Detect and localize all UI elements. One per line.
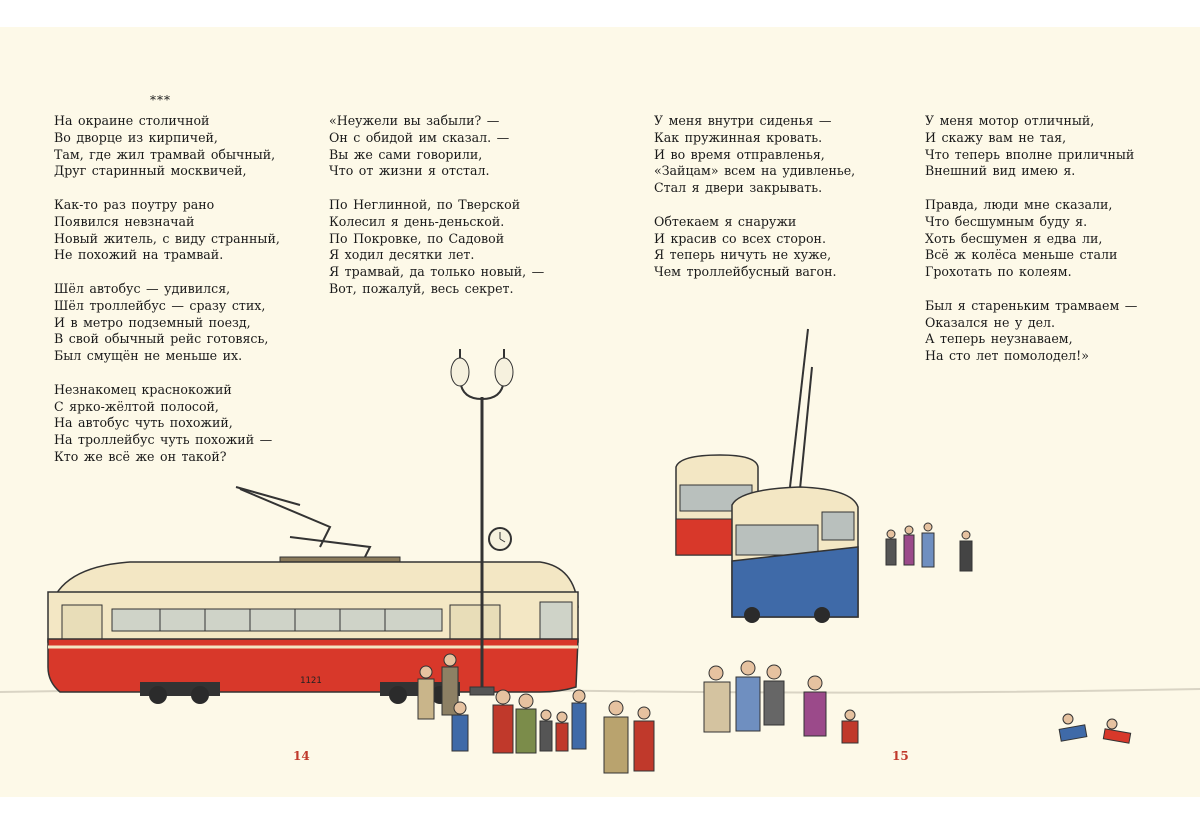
poem-line: В свой обычный рейс готовясь, — [54, 331, 269, 347]
stanza — [654, 214, 904, 281]
poem-line: Чем троллейбусный вагон. — [654, 264, 837, 280]
poem-line: Всё ж колёса меньше стали — [925, 247, 1118, 263]
poem-line: По Покровке, по Садовой — [329, 230, 505, 246]
stanza — [54, 382, 304, 466]
stanza — [925, 298, 1175, 365]
poem-line: Я теперь ничуть не хуже, — [654, 247, 832, 263]
poem-column-1 — [54, 113, 304, 483]
poem-line: Незнакомец краснокожий — [54, 381, 232, 397]
poem-line: На окраине столичной — [54, 113, 210, 128]
poem-line: Кто же всё же он такой? — [54, 448, 227, 464]
poem-line: Оказался не у дел. — [925, 314, 1056, 330]
poem-line: У меня внутри сиденья — — [654, 113, 832, 128]
poem-line: Друг старинный москвичей, — [54, 163, 247, 179]
stanza — [925, 113, 1175, 180]
poem-line: Правда, люди мне сказали, — [925, 196, 1113, 212]
poem-line: А теперь неузнаваем, — [925, 331, 1073, 347]
poem-line: И во время отправленья, — [654, 146, 825, 162]
poem-line: Был я стареньким трамваем — — [925, 297, 1138, 313]
poem-line: Колесил я день-деньской. — [329, 213, 505, 229]
stanza — [654, 113, 904, 197]
trolleybus-illustration — [676, 329, 858, 623]
poem-line: Как пружинная кровать. — [654, 129, 823, 145]
poem-line: И в метро подземный поезд, — [54, 314, 251, 330]
poem-line: «Зайцам» всем на удивленье, — [654, 163, 856, 179]
poem-line: Был смущён не меньше их. — [54, 348, 243, 364]
page-number-right: 15 — [892, 749, 909, 763]
poem-line: Там, где жил трамвай обычный, — [54, 146, 276, 162]
poem-line: Я ходил десятки лет. — [329, 247, 475, 263]
poem-line: Внешний вид имею я. — [925, 163, 1076, 179]
poem-line: Стал я двери закрывать. — [654, 180, 823, 196]
section-divider: *** — [150, 93, 171, 107]
poem-line: Вот, пожалуй, весь секрет. — [329, 280, 514, 296]
poem-line: Шёл троллейбус — сразу стих, — [54, 297, 266, 313]
poem-line: Вы же сами говорили, — [329, 146, 483, 162]
poem-line: Появился невзначай — [54, 213, 195, 229]
poem-line: У меня мотор отличный, — [925, 113, 1095, 128]
poem-column-2 — [329, 113, 579, 315]
stanza — [54, 197, 304, 264]
poem-line: По Неглинной, по Тверской — [329, 196, 521, 212]
poem-line: С ярко-жёлтой полосой, — [54, 398, 219, 414]
stanza — [329, 197, 579, 298]
poem-line: Во дворце из кирпичей, — [54, 129, 218, 145]
poem-line: Что от жизни я отстал. — [329, 163, 490, 179]
poem-line: Он с обидой им сказал. — — [329, 129, 510, 145]
stanza — [329, 113, 579, 180]
poem-line: Новый житель, с виду странный, — [54, 230, 280, 246]
tram-illustration — [48, 487, 578, 704]
poem-line: «Неужели вы забыли? — — [329, 113, 500, 128]
stanza — [54, 113, 304, 180]
poem-line: Я трамвай, да только новый, — — [329, 264, 545, 280]
poem-line: И красив со всех сторон. — [654, 230, 826, 246]
poem-line: Грохотать по колеям. — [925, 264, 1072, 280]
poem-column-4 — [925, 113, 1175, 382]
page-number-left: 14 — [293, 749, 310, 763]
poem-line: Обтекаем я снаружи — [654, 213, 797, 229]
stanza — [925, 197, 1175, 281]
book-spread — [0, 27, 1200, 797]
poem-line: Шёл автобус — удивился, — [54, 280, 231, 296]
poem-line: Хоть бесшумен я едва ли, — [925, 230, 1103, 246]
poem-line: Что теперь вполне приличный — [925, 146, 1135, 162]
poem-column-3 — [654, 113, 904, 298]
poem-line: Что бесшумным буду я. — [925, 213, 1088, 229]
stanza — [54, 281, 304, 365]
poem-line: Как-то раз поутру рано — [54, 196, 215, 212]
poem-line: И скажу вам не тая, — [925, 129, 1067, 145]
poem-line: Не похожий на трамвай. — [54, 247, 224, 263]
poem-line: На троллейбус чуть похожий — — [54, 432, 273, 448]
poem-line: На сто лет помолодел!» — [925, 348, 1089, 364]
poem-line: На автобус чуть похожий, — [54, 415, 233, 431]
tram-number: 1121 — [300, 676, 322, 686]
